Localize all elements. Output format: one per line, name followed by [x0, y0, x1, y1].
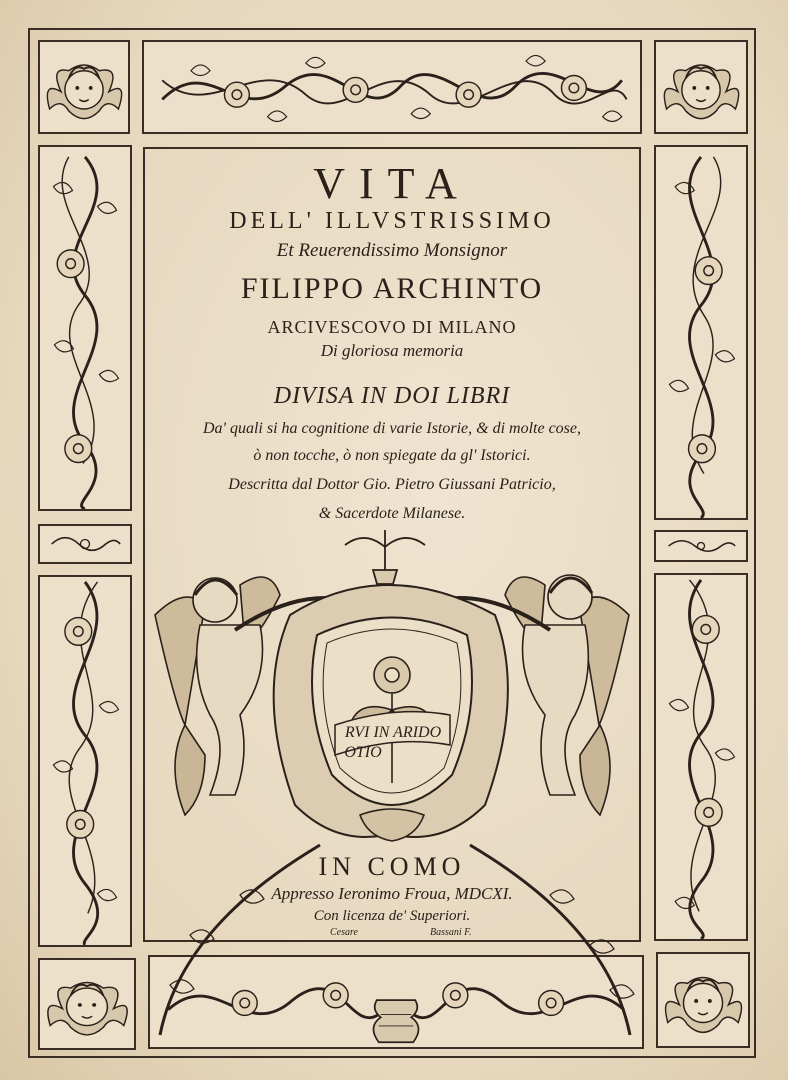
author-line-1: Descritta dal Dottor Gio. Pietro Giussani Patricio,	[228, 476, 556, 493]
imprint-license: Con licenza de' Superiori.	[313, 908, 471, 924]
lower-vine-illustration	[150, 815, 640, 1055]
title-name: FILIPPO ARCHINTO	[240, 272, 544, 305]
description-line-2: ò non tocche, ò non spiegate da gl' Istorici.	[253, 447, 531, 464]
engraver-first-name: Cesare	[330, 927, 358, 938]
cherub-head-top-right	[654, 40, 748, 134]
right-vine-upper	[654, 145, 748, 520]
emblem-illustration	[145, 525, 639, 855]
cherub-head-icon	[40, 42, 128, 132]
rose-vine-icon	[656, 147, 746, 518]
left-ornament-small	[38, 524, 132, 564]
right-ornament-small	[654, 530, 748, 562]
ornament-icon	[40, 526, 130, 562]
page-title: VITA	[313, 159, 471, 208]
finial-ornament-icon	[345, 530, 425, 584]
rose-vine-icon	[144, 42, 640, 132]
title-divisa: DIVISA IN DOI LIBRI	[273, 383, 511, 409]
cherub-head-bottom-right	[656, 952, 750, 1048]
cherub-head-top-left	[38, 40, 130, 134]
title-line-reverendissimo: Et Reuerendissimo Monsignor	[276, 240, 508, 261]
title-office: ARCIVESCOVO DI MILANO	[267, 317, 517, 337]
rose-vine-icon	[40, 577, 130, 945]
cherub-head-icon	[40, 960, 134, 1048]
imprint-printer: Appresso Ieronimo Froua, MDCXI.	[271, 884, 513, 903]
left-vine-upper	[38, 145, 132, 511]
description-line-1: Da' quali si ha cognitione di varie Istorie, & di molte cose,	[202, 420, 582, 437]
motto-line-1: RVI IN ARIDO	[344, 724, 442, 741]
engraver-last-name: Bassani F.	[430, 927, 472, 938]
cherub-head-icon	[658, 954, 748, 1046]
cherub-head-bottom-left	[38, 958, 136, 1050]
motto-line-2: OTIO	[344, 744, 382, 761]
author-line-2: & Sacerdote Milanese.	[318, 505, 466, 522]
top-vine-band	[142, 40, 642, 134]
left-vine-lower	[38, 575, 132, 947]
rose-vine-icon	[40, 147, 130, 509]
ornament-icon	[656, 532, 746, 560]
right-vine-lower	[654, 573, 748, 941]
title-memoria: Di gloriosa memoria	[320, 341, 464, 360]
title-line-illustrissimo: DELL' ILLVSTRISSIMO	[229, 208, 555, 234]
imprint-place: IN COMO	[318, 852, 466, 881]
rose-vine-icon	[656, 575, 746, 939]
cherub-head-icon	[656, 42, 746, 132]
